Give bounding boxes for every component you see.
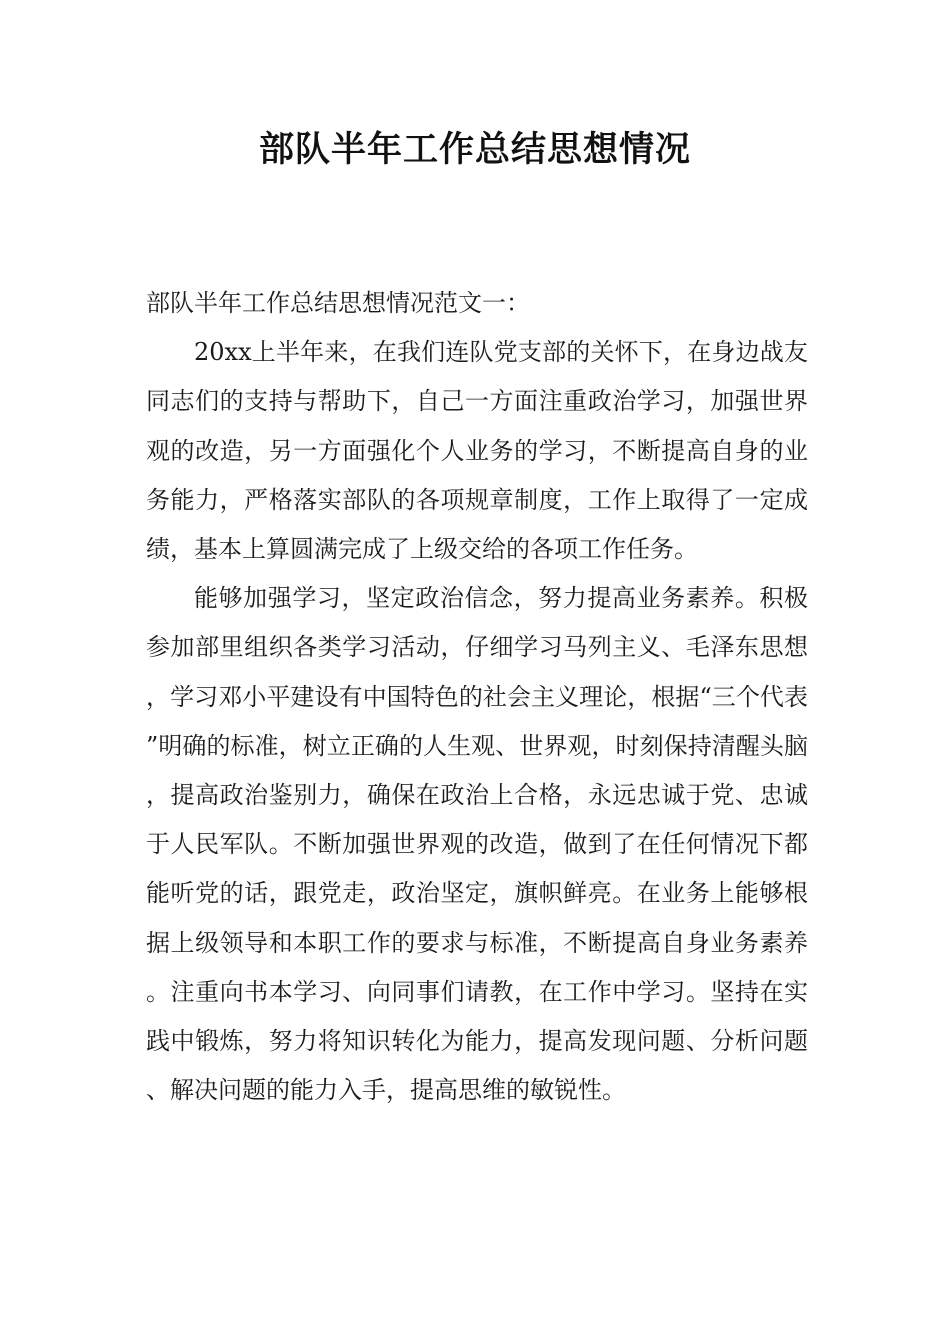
paragraph-1: 20xx上半年来，在我们连队党支部的关怀下，在身边战友同志们的支持与帮助下，自己一方面注重政治学习，加强世界观的改造，另一方面强化个人业务的学习，不断提高自身的业务能力，严格落实部队的各项规章制度，工作上取得了一定成绩，基本上算圆满完成了上级交给的各项工作任务。 <box>146 338 808 564</box>
document-body <box>146 279 808 1115</box>
paragraph-2: 能够加强学习，坚定政治信念，努力提高业务素养。积极参加部里组织各类学习活动，仔细学习马列主义、毛泽东思想，学习邓小平建设有中国特色的社会主义理论，根据“三个代表”明确的标准，树立正确的人生观、世界观，时刻保持清醒头脑，提高政治鉴别力，确保在政治上合格，永远忠诚于党、忠诚于人民军队。不断加强世界观的改造，做到了在任何情况下都能听党的话，跟党走，政治坚定，旗帜鲜亮。在业务上能够根据上级领导和本职工作的要求与标准，不断提高自身业务素养。注重向书本学习、向同事们请教，在工作中学习。坚持在实践中锻炼，努力将知识转化为能力，提高发现问题、分析问题、解决问题的能力入手，提高思维的敏锐性。 <box>146 584 808 1105</box>
document-title: 部队半年工作总结思想情况 <box>258 130 691 170</box>
document-subtitle: 部队半年工作总结思想情况范文一： <box>146 289 530 317</box>
